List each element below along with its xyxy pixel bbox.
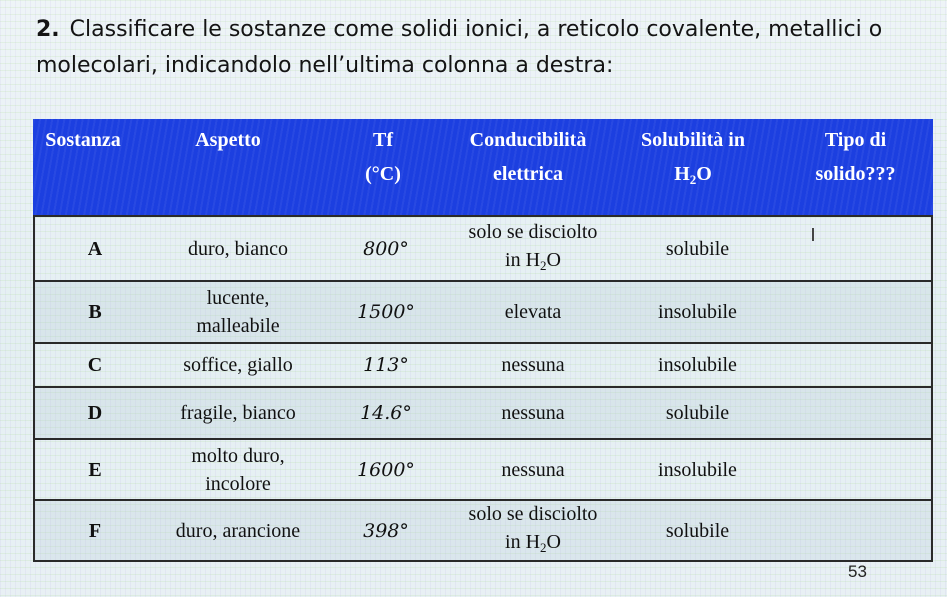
table-row [35, 342, 931, 386]
header-sol-line2 [618, 157, 768, 197]
cell-tipo-input[interactable] [780, 282, 931, 342]
cell-aspetto: duro, arancione [175, 519, 301, 542]
cell-solubilita: insolubile [658, 354, 737, 376]
cell-conducibilita: elevata [504, 301, 562, 323]
cell-tf: 800° [363, 237, 409, 260]
cell-cond-o: O [546, 530, 561, 553]
cell-solubilita: solubile [665, 402, 730, 424]
cell-aspetto-line2: malleabile [196, 315, 280, 337]
cell-tf: 398° [363, 519, 409, 542]
cell-tf: 1500° [357, 301, 415, 323]
cell-sostanza: D [87, 402, 103, 424]
cell-cond-line2 [469, 246, 598, 280]
cell-cond-o: O [546, 248, 561, 271]
cell-cond-line1: solo se disciolto [468, 502, 598, 525]
table-row [35, 438, 931, 499]
table-row [35, 280, 931, 342]
cell-aspetto: soffice, giallo [183, 354, 293, 376]
header-sol-o: O [696, 163, 712, 185]
table-body [33, 215, 933, 562]
question-number: 2. [36, 17, 60, 42]
header-tf-line2: (°C) [365, 163, 401, 185]
substances-table [33, 119, 933, 562]
table-row [35, 215, 931, 280]
cell-tipo-input[interactable] [780, 440, 931, 499]
cell-cond-sub: 2 [540, 539, 547, 555]
header-tf-line1: Tf [373, 129, 393, 151]
cell-aspetto-line1: lucente, [206, 287, 270, 309]
cell-conducibilita [451, 217, 615, 280]
cell-aspetto [155, 282, 321, 342]
cell-cond-line1: solo se disciolto [468, 220, 598, 243]
header-tipo [788, 123, 923, 191]
header-tipo-line1: Tipo di [824, 129, 887, 151]
cell-aspetto-line1: duro, bianco [188, 237, 288, 260]
cell-cond-line2 [469, 528, 598, 562]
cell-conducibilita [451, 501, 615, 560]
cell-aspetto [155, 440, 321, 499]
cell-sostanza: A [87, 237, 103, 260]
header-conducibilita [443, 123, 613, 191]
cell-conducibilita: nessuna [501, 402, 565, 424]
cell-sostanza: E [88, 458, 102, 481]
cell-sostanza: B [88, 301, 102, 323]
question-line-2: molecolari, indicandolo nell’ultima colonna a destra: [36, 53, 614, 78]
header-sol-h: H [674, 163, 690, 185]
cell-tf: 113° [363, 354, 409, 376]
header-cond-line2: elettrica [493, 163, 563, 185]
cell-cond-sub: 2 [540, 257, 547, 273]
cell-conducibilita: nessuna [501, 458, 565, 481]
question-line-1 [36, 12, 936, 48]
cell-tipo-input[interactable] [780, 217, 931, 280]
cell-solubilita: solubile [665, 519, 730, 542]
table-header [33, 119, 933, 215]
header-sostanza: Sostanza [45, 129, 121, 151]
cell-aspetto-line2: incolore [205, 472, 271, 495]
table-row [35, 386, 931, 438]
cell-solubilita: solubile [665, 237, 730, 260]
question-line-1-text: Classificare le sostanze come solidi ionici, a reticolo covalente, metallici o [69, 17, 883, 42]
cell-aspetto: fragile, bianco [180, 402, 296, 424]
header-sol-line1: Solubilità in [641, 129, 745, 151]
cell-tipo-input[interactable] [780, 501, 931, 560]
cell-sostanza: C [87, 354, 103, 376]
header-sol-sub: 2 [689, 172, 697, 187]
cell-sostanza: F [88, 519, 102, 542]
table-row [35, 499, 931, 560]
cell-tf: 14.6° [360, 402, 412, 424]
cell-tipo-input[interactable] [780, 388, 931, 438]
header-aspetto: Aspetto [195, 129, 261, 151]
question-text [36, 12, 936, 84]
text-cursor-mark [812, 228, 814, 241]
header-cond-line1: Conducibilità [469, 129, 587, 151]
cell-tf: 1600° [357, 458, 415, 481]
cell-solubilita: insolubile [658, 458, 737, 481]
cell-aspetto [155, 217, 321, 280]
cell-aspetto-line1: molto duro, [191, 444, 285, 467]
header-tf [323, 123, 443, 191]
cell-conducibilita: nessuna [501, 354, 565, 376]
header-solubilita [618, 123, 768, 197]
cell-cond-in-h: in H [505, 530, 541, 553]
page-number: 53 [848, 562, 867, 581]
header-tipo-line2: solido??? [815, 163, 896, 185]
cell-cond-in-h: in H [505, 248, 541, 271]
cell-solubilita: insolubile [658, 301, 737, 323]
cell-tipo-input[interactable] [780, 344, 931, 386]
